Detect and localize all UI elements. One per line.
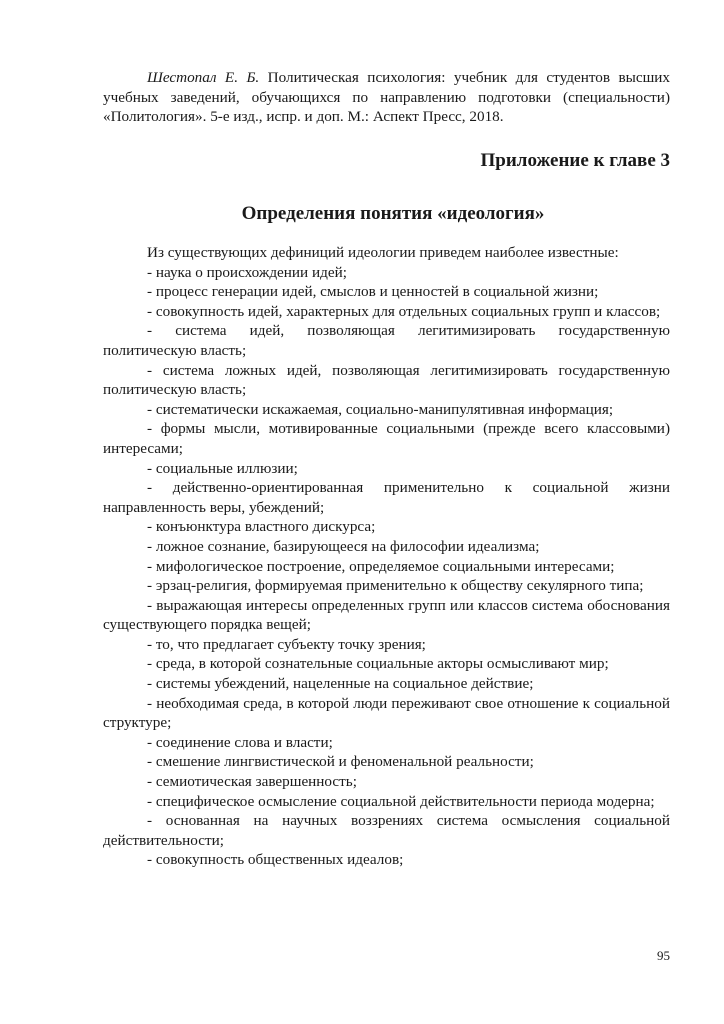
definition-item: - необходимая среда, в которой люди переживают свое отношение к социальной структуре; <box>103 694 670 732</box>
definitions-list <box>103 243 670 870</box>
definition-item: - основанная на научных воззрениях система осмысления социальной действительности; <box>103 812 670 849</box>
definition-item: - наука о происхождении идей; <box>147 263 347 281</box>
definition-item: - специфическое осмысление социальной действительности периода модерна; <box>147 792 655 810</box>
definition-item: - мифологическое построение, определяемое социальными интересами; <box>147 557 615 575</box>
citation-author: Шестопал Е. Б. <box>147 69 260 86</box>
definition-item: - семиотическая завершенность; <box>147 773 357 791</box>
definition-item: - формы мысли, мотивированные социальными (прежде всего классовыми) интересами; <box>103 420 670 457</box>
definition-item: - процесс генерации идей, смыслов и ценностей в социальной жизни; <box>147 283 599 301</box>
definition-item: - совокупность идей, характерных для отдельных социальных групп и классов; <box>147 302 661 320</box>
definition-item: - система ложных идей, позволяющая легитимизировать государственную политическую власть; <box>103 361 670 399</box>
definition-item: - систематически искажаемая, социально-манипулятивная информация; <box>147 400 614 418</box>
citation-text: Политическая психология: учебник для студентов высших учебных заведений, обучающихся по направлению подготовки (специальности) «Политология». 5-е изд., испр. и доп. М.: Аспект Пресс, 2018. <box>103 69 670 126</box>
definition-item: - системы убеждений, нацеленные на социальное действие; <box>147 675 534 693</box>
appendix-title: Приложение к главе 3 <box>480 150 670 171</box>
definition-item: - соединение слова и власти; <box>147 733 333 751</box>
definition-item: - выражающая интересы определенных групп или классов система обоснования существующего порядка вещей; <box>103 596 670 634</box>
definition-item: - совокупность общественных идеалов; <box>147 851 404 869</box>
definition-item: - действенно-ориентированная применительно к социальной жизни направленность веры, убеждений; <box>103 479 670 516</box>
definition-item: - смешение лингвистической и феноменальной реальности; <box>147 753 534 771</box>
definition-item: - среда, в которой сознательные социальные акторы осмысливают мир; <box>147 655 609 673</box>
section-title: Определения понятия «идеология» <box>241 203 545 224</box>
definition-item: - ложное сознание, базирующееся на философии идеализма; <box>147 537 540 555</box>
page-number: 95 <box>657 948 670 963</box>
definition-item: - конъюнктура властного дискурса; <box>147 518 376 536</box>
intro-paragraph: Из существующих дефиниций идеологии приведем наиболее известные: <box>147 244 619 261</box>
definition-item: - то, что предлагает субъекту точку зрения; <box>147 635 426 653</box>
definition-item: - социальные иллюзии; <box>147 459 298 477</box>
definition-item: - система идей, позволяющая легитимизировать государственную политическую власть; <box>103 322 670 359</box>
citation-reference <box>103 68 670 127</box>
definition-item: - эрзац-религия, формируемая применительно к обществу секулярного типа; <box>147 577 644 595</box>
